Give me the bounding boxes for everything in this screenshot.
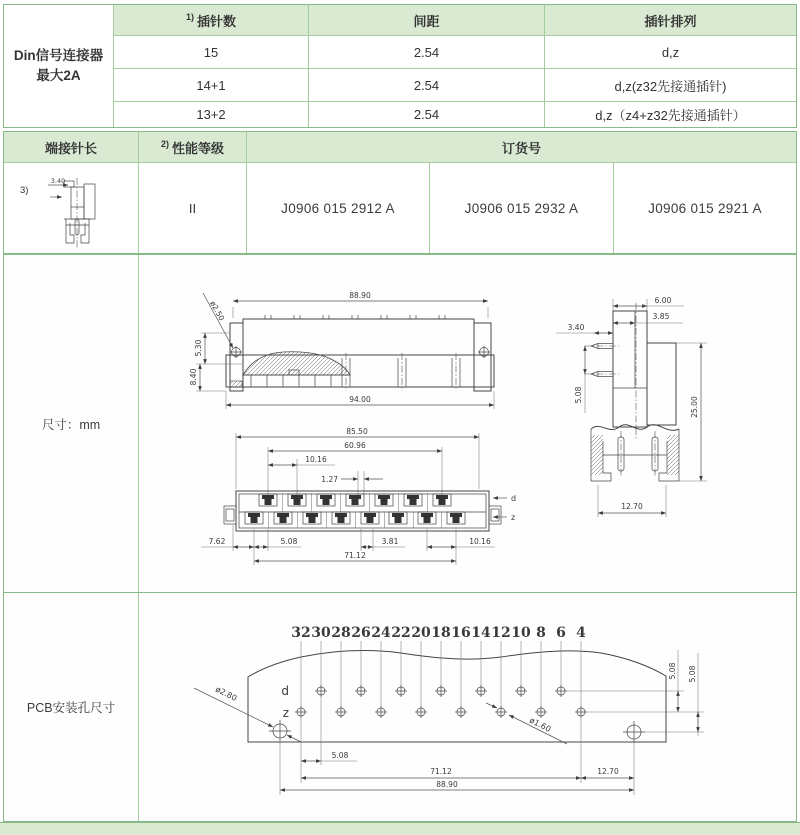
table-cell: 2.54 (308, 35, 544, 68)
dimension-drawing-canvas (139, 255, 798, 594)
dim-label: ø2.80 (213, 684, 239, 703)
grade-value-cell: II (138, 162, 246, 253)
pin-number: 4 (576, 625, 586, 641)
dimensions-section (3, 254, 797, 593)
dim-label: 5.08 (280, 537, 298, 546)
table-cell: d,z（z4+z32先接通插针） (544, 101, 796, 127)
dim-label: 3.40 (567, 323, 585, 332)
row-label-z: z (282, 706, 289, 720)
mounting-hole-icon (269, 720, 645, 743)
pin-number: 18 (431, 625, 451, 641)
pcb-drill-drawing (139, 593, 798, 822)
dim-label: 25.00 (690, 396, 699, 418)
pin-number: 16 (451, 625, 471, 641)
pin-number: 6 (556, 625, 566, 641)
dim-label: 6.00 (654, 296, 672, 305)
product-name: Din信号连接器 (13, 47, 104, 63)
dim-label: 3.40 (50, 177, 66, 185)
side-view-drawing (556, 296, 707, 517)
top-view-drawing (201, 427, 516, 565)
dimensions-label: 尺寸：mm (4, 255, 139, 592)
dim-label: d (511, 494, 517, 503)
dim-label: 94.00 (349, 395, 371, 404)
pin-length-drawing (44, 177, 108, 251)
dim-label: 5.08 (688, 665, 697, 683)
dim-label: 5.08 (331, 751, 349, 760)
col-header-grade: 2) 性能等级 (138, 132, 246, 162)
dim-label: 88.90 (436, 780, 458, 789)
table-cell: 2.54 (308, 68, 544, 101)
pin-number: 22 (391, 625, 411, 641)
col-header-arrangement: 插针排列 (544, 5, 796, 35)
col-header-pin-count: 1) 插针数 (113, 5, 308, 35)
pin-number: 20 (411, 625, 431, 641)
dim-label: 1.27 (321, 475, 338, 484)
dim-label: 12.70 (621, 502, 643, 511)
footer-bar (0, 822, 800, 835)
footnote-mark: 3) (20, 185, 29, 196)
pin-number: 12 (491, 625, 511, 641)
pin-number: 10 (511, 625, 531, 641)
pin-number: 24 (371, 625, 391, 641)
dim-label: 8.40 (189, 368, 198, 386)
table-cell: d,z (544, 35, 796, 68)
pin-number: 14 (471, 625, 491, 641)
pcb-drawing-area (139, 593, 796, 821)
order-number-cell: J0906 015 2921 A (613, 162, 796, 253)
dim-label: 5.08 (668, 662, 677, 680)
dim-label: 60.96 (344, 441, 366, 450)
dim-label: 7.62 (208, 537, 226, 546)
pin-number: 28 (331, 625, 351, 641)
table-cell: 13+2 (113, 101, 308, 127)
footnote-mark: 1) (185, 12, 194, 22)
product-rating: 最大2A (36, 68, 81, 83)
order-number-cell: J0906 015 2932 A (429, 162, 613, 253)
pcb-label: PCB安装孔尺寸 (4, 593, 139, 821)
col-header-pin-length: 端接针长 (4, 132, 138, 162)
dim-label: 3.85 (652, 312, 670, 321)
product-title-cell (4, 5, 113, 127)
order-number-cell: J0906 015 2912 A (246, 162, 429, 253)
dim-label: 3.81 (381, 537, 399, 546)
z-row-holes (295, 706, 587, 718)
pin-number: 8 (536, 625, 546, 641)
dim-label: 5.30 (194, 339, 203, 357)
dim-label: 71.12 (430, 767, 452, 776)
dim-label: 85.50 (346, 427, 368, 436)
d-row-holes (315, 685, 567, 697)
pin-number: 32 (291, 625, 311, 641)
table-cell: d,z(z32先接通插针) (544, 68, 796, 101)
dim-label: 10.16 (469, 537, 491, 546)
spec-table (3, 4, 797, 128)
dim-label: ø2.50 (208, 299, 227, 323)
table-cell: 2.54 (308, 101, 544, 127)
dim-label: 88.90 (349, 291, 371, 300)
order-table (3, 131, 797, 254)
dim-label: ø1.60 (527, 715, 553, 734)
dim-label: 12.70 (597, 767, 619, 776)
dimension-drawings (139, 255, 796, 592)
footnote-mark: 2) (160, 139, 169, 149)
front-view-drawing (189, 291, 494, 409)
table-cell: 14+1 (113, 68, 308, 101)
dim-label: z (511, 513, 516, 522)
pin-number: 30 (311, 625, 331, 641)
dim-label: 5.08 (574, 386, 583, 404)
col-header-order-no: 订货号 (246, 132, 796, 162)
col-header-pitch: 间距 (308, 5, 544, 35)
table-cell: 15 (113, 35, 308, 68)
pcb-section (3, 592, 797, 822)
pin-length-cell (4, 162, 138, 253)
dim-label: 71.12 (344, 551, 366, 560)
row-label-d: d (281, 684, 289, 698)
pin-number: 26 (351, 625, 371, 641)
dim-label: 10.16 (305, 455, 327, 464)
